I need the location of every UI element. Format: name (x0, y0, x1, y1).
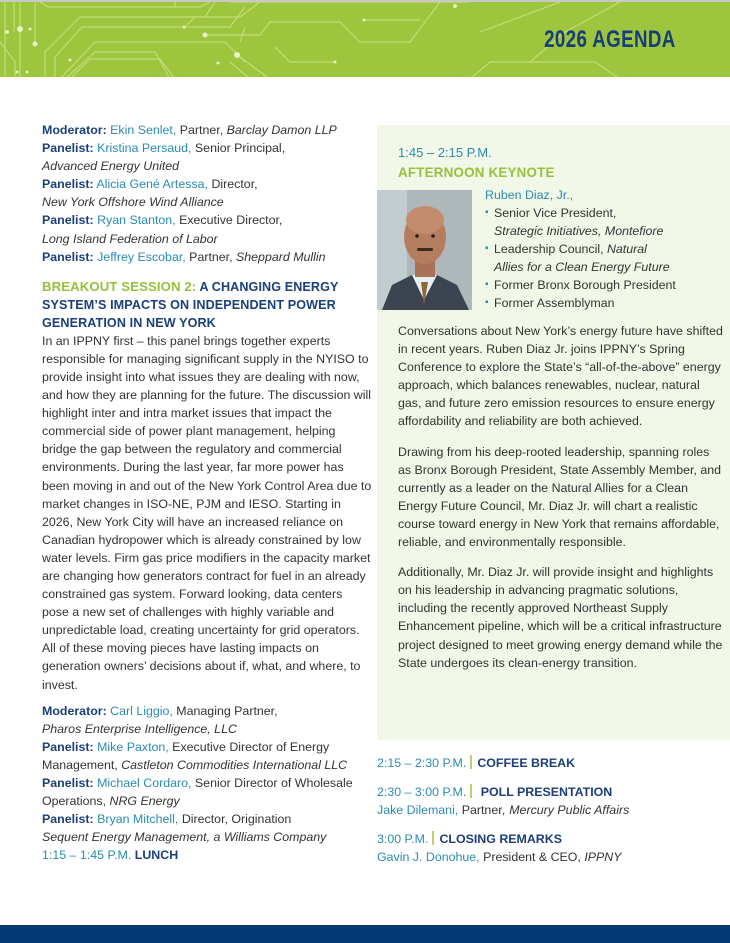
schedule-item-coffee-break (377, 754, 727, 772)
speaker-bullet (485, 240, 725, 276)
speaker-org: Castleton Commodities International LLC (121, 757, 348, 772)
speaker-name: Michael Cordaro, (97, 776, 192, 790)
item-label: COFFEE BREAK (477, 756, 576, 770)
speaker-org: NRG Energy (109, 794, 180, 809)
divider (432, 831, 434, 845)
speaker-name: Kristina Persaud, (97, 141, 192, 156)
speaker-name: Ruben Diaz, Jr., (485, 188, 574, 202)
bullet-italic: Allies for a Clean Energy Future (494, 260, 670, 274)
role-label: Panelist: (42, 177, 94, 192)
speaker-name: Bryan Mitchell, (97, 812, 179, 827)
breakout2-panel-list (42, 702, 372, 847)
session-tag: BREAKOUT SESSION 2: (42, 278, 197, 294)
speaker-title: Partner, (185, 249, 237, 264)
lunch-time: 1:15 – 1:45 P.M. (42, 848, 132, 863)
schedule-item-closing (377, 830, 727, 866)
breakout2-title (42, 278, 372, 332)
bullet-italic: Strategic Initiatives, Montefiore (494, 224, 664, 238)
keynote-body (398, 322, 723, 672)
schedule-list (377, 754, 727, 877)
panel-member (42, 702, 372, 738)
panel-member (42, 139, 372, 175)
speaker-name: Alicia Gené Artessa, (96, 177, 208, 192)
speaker-title: Partner (458, 803, 503, 817)
speaker-org: Barclay Damon LLP (226, 123, 337, 137)
speaker-info (485, 186, 725, 312)
bullet-text: Former Bronx Borough President (494, 278, 676, 292)
speaker-org: IPPNY (584, 850, 622, 864)
speaker-title: President & CEO, (479, 850, 585, 864)
keynote-title: AFTERNOON KEYNOTE (398, 165, 555, 180)
keynote-paragraph: Conversations about New York’s energy future have shifted in recent years. Ruben Diaz Jr. joins IPPNY’s Spring Conference to explore the State’s “all-of-the-above” energy approach, which balances renewables, nuclear, natural gas, and future zero emission resources to ensure energy affordability and reliability are both achieved. (398, 324, 723, 429)
role-label: Panelist: (42, 739, 94, 754)
speaker-title: Senior Principal, (191, 141, 286, 156)
speaker-org: , Mercury Public Affairs (502, 803, 630, 817)
speaker-title: Director, (208, 177, 258, 192)
panel-member (42, 774, 372, 810)
bullet-text: Former Assemblyman (494, 296, 615, 310)
speaker-org: Long Island Federation of Labor (42, 231, 218, 246)
keynote-panel (377, 125, 730, 740)
page-title: 2026 AGENDA (544, 26, 676, 53)
speaker-title: Executive Director of Energy Management, (42, 739, 330, 772)
divider (470, 784, 472, 798)
keynote-paragraph: Additionally, Mr. Diaz Jr. will provide insight and highlights on his leadership in advancing pragmatic solutions, including the recently approved Northeast Supply Enhancement pipeline, which will be a critical infrastructure project designed to meet growing energy demand while the State undergoes its clean-energy transition. (398, 565, 723, 670)
speaker-org: Sheppard Mullin (236, 249, 326, 264)
speaker-name: Jeffrey Escobar, (97, 249, 186, 264)
item-time: 2:15 – 2:30 P.M. (377, 756, 467, 770)
speaker-title: Director, Origination (178, 812, 292, 827)
speaker-photo (377, 190, 472, 310)
item-label: POLL PRESENTATION (477, 785, 613, 799)
speaker-org: New York Offshore Wind Alliance (42, 195, 224, 210)
bullet-text: Leadership Council, (494, 242, 607, 256)
session1-panel-list (42, 121, 372, 266)
speaker-org: Advanced Energy United (42, 159, 180, 174)
role-label: Moderator: (42, 123, 107, 137)
footer-bar (0, 925, 730, 943)
speaker-name: Ekin Senlet, (110, 123, 177, 137)
speaker-title: Senior Director of Wholesale Operations, (42, 776, 353, 809)
speaker-name: Jake Dilemani, (377, 803, 459, 817)
keynote-time: 1:45 – 2:15 P.M. (398, 145, 492, 160)
speaker-bullet (485, 204, 725, 240)
left-column (42, 121, 372, 864)
lunch-label: LUNCH (134, 848, 179, 863)
role-label: Moderator: (42, 703, 107, 718)
speaker-bullet (485, 294, 725, 312)
item-time: 3:00 P.M. (377, 832, 429, 846)
schedule-item-poll (377, 783, 727, 819)
speaker-org: Sequent Energy Management, a Williams Company (42, 830, 327, 845)
panel-member (42, 738, 372, 774)
speaker-name: Carl Liggio, (110, 703, 173, 718)
header-banner (0, 0, 730, 77)
item-label: CLOSING REMARKS (439, 832, 562, 846)
item-time: 2:30 – 3:00 P.M. (377, 785, 467, 799)
speaker-bullet (485, 276, 725, 294)
speaker-org: Pharos Enterprise Intelligence, LLC (42, 721, 237, 736)
bullet-text: Senior Vice President, (494, 206, 617, 220)
breakout2-description: In an IPPNY first – this panel brings together experts responsible for managing significant supply in the NYISO to provide insight into what issues they are dealing with now, and how they are planning for the future. The discussion will highlight inter and intra market issues that impact the commercial side of power plant management, helping bridge the gap between the regulatory and commercial environments. During the last year, far more power has been moving in and out of the New York Control Area due to market changes in ISO-NE, PJM and IESO. Starting in 2026, New York City will have an increased reliance on Canadian hydropower which is already constrained by low water levels. Firm gas price modifiers in the capacity market are changing how generators contract for fuel in an already constrained gas system. Forward looking, data centers pose a new set of challenges with highly variable and unpredictable load, creating uncertainty for grid operators. All of these moving pieces have lasting impacts on generation owners’ decisions about if, what, and where, to invest. (42, 333, 372, 692)
speaker-name: Gavin J. Donohue, (377, 850, 480, 864)
lunch-item (42, 846, 372, 864)
bullet-italic: Natural (606, 242, 647, 256)
speaker-name: Mike Paxton, (97, 739, 169, 754)
role-label: Panelist: (42, 141, 94, 156)
role-label: Panelist: (42, 776, 94, 790)
keynote-paragraph: Drawing from his deep-rooted leadership, spanning roles as Bronx Borough President, State Assembly Member, and currently as a leader on the Natural Allies for a Clean Energy Future Council, Mr. Diaz Jr. will chart a realistic course toward energy in New York that remains affordable, reliable, and environmentally responsible. (398, 444, 722, 550)
session-heading: A CHANGING ENERGY SYSTEM’S IMPACTS ON INDEPENDENT POWER GENERATION IN NEW YORK (42, 279, 339, 330)
speaker-title: Partner, (176, 123, 227, 137)
speaker-title: Managing Partner, (172, 703, 278, 718)
portrait-icon (377, 190, 472, 310)
panel-member (42, 810, 372, 846)
role-label: Panelist: (42, 812, 94, 827)
role-label: Panelist: (42, 249, 94, 264)
panel-member (42, 175, 372, 211)
panel-member (42, 121, 372, 139)
speaker-title: Executive Director, (175, 213, 283, 228)
panel-member (42, 248, 372, 266)
speaker-name: Ryan Stanton, (97, 213, 176, 228)
panel-member (42, 211, 372, 247)
role-label: Panelist: (42, 213, 94, 228)
divider (470, 755, 472, 769)
